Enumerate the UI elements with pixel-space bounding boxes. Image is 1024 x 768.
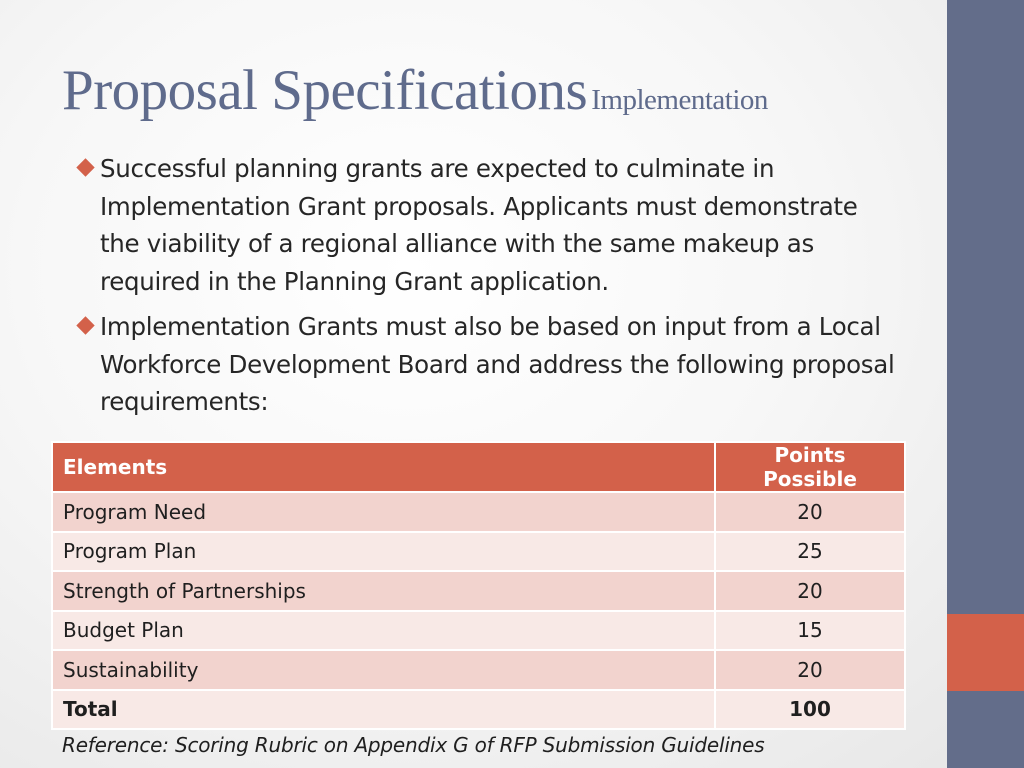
table-row	[52, 650, 905, 690]
bullet-text: Successful planning grants are expected to culminate in Implementation Grant proposals. Applicants must demonstrate the viability of a regional alliance with the same makeup as required in the Planning Grant application.	[100, 154, 858, 296]
element-cell: Budget Plan	[52, 611, 715, 651]
points-cell: 15	[715, 611, 905, 651]
column-header-elements: Elements	[52, 442, 715, 492]
points-cell: 20	[715, 492, 905, 532]
bullet-item	[76, 308, 896, 421]
column-header-points: Points Possible	[715, 442, 905, 492]
total-label-cell: Total	[52, 690, 715, 730]
points-cell: 20	[715, 650, 905, 690]
table-row	[52, 492, 905, 532]
total-points-cell: 100	[715, 690, 905, 730]
diamond-bullet-icon	[76, 316, 94, 334]
table-total-row	[52, 690, 905, 730]
title-subtitle: Implementation	[591, 84, 768, 116]
points-cell: 20	[715, 571, 905, 611]
diamond-bullet-icon	[76, 158, 94, 176]
table-row	[52, 611, 905, 651]
reference-note: Reference: Scoring Rubric on Appendix G of RFP Submission Guidelines	[62, 733, 765, 757]
element-cell: Sustainability	[52, 650, 715, 690]
title-main: Proposal Specifications	[62, 59, 588, 122]
bullet-text: Implementation Grants must also be based on input from a Local Workforce Development Board and address the following proposal requirements:	[100, 312, 895, 416]
table-row	[52, 571, 905, 611]
element-cell: Strength of Partnerships	[52, 571, 715, 611]
page-title	[62, 58, 768, 123]
points-cell: 25	[715, 532, 905, 572]
element-cell: Program Need	[52, 492, 715, 532]
table-row	[52, 532, 905, 572]
element-cell: Program Plan	[52, 532, 715, 572]
scoring-table	[51, 441, 906, 730]
bullet-list	[76, 150, 896, 429]
table-header-row	[52, 442, 905, 492]
sidebar-accent-block	[947, 614, 1024, 691]
bullet-item	[76, 150, 896, 300]
